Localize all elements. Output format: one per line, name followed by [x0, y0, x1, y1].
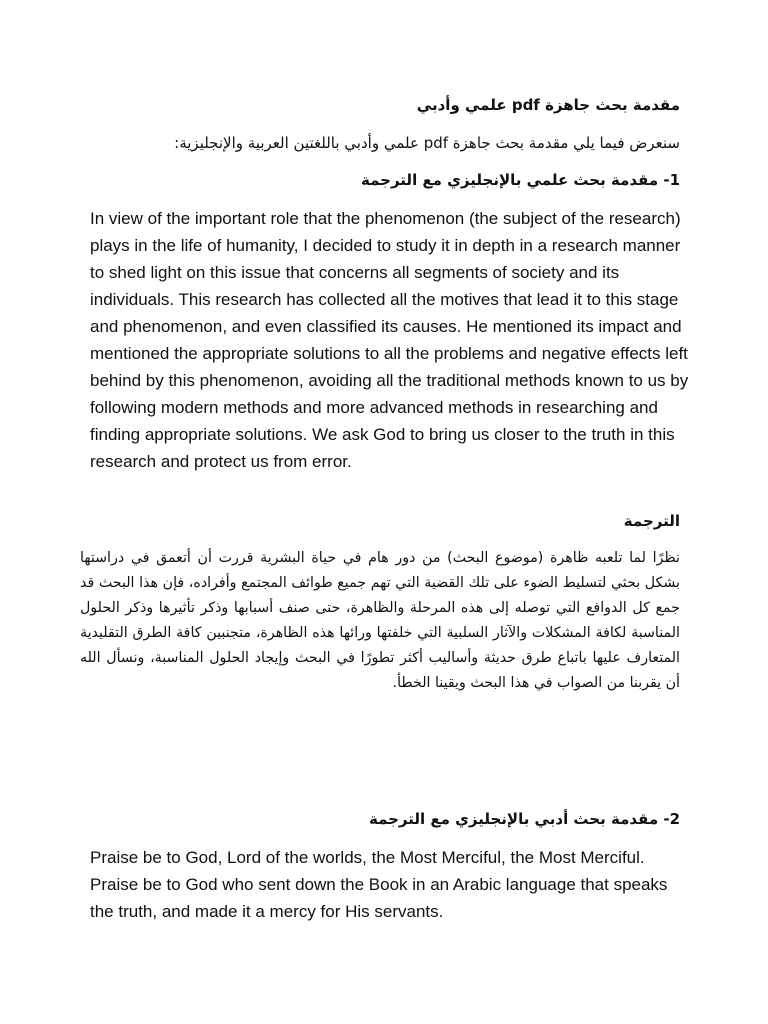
document-title: مقدمة بحث جاهزة pdf علمي وأدبي [416, 96, 680, 114]
intro-line: سنعرض فيما يلي مقدمة بحث جاهزة pdf علمي وأدبي باللغتين العربية والإنجليزية: [174, 134, 680, 152]
section2-heading: 2- مقدمة بحث أدبي بالإنجليزي مع الترجمة [368, 810, 680, 828]
translation-label: الترجمة [623, 512, 680, 530]
section1-arabic-paragraph: نظرًا لما تلعبه ظاهرة (موضوع البحث) من دور هام في حياة البشرية قررت أن أتعمق في دراستها بشكل بحثي لتسليط الضوء على تلك القضية التي تهم جميع طوائف المجتمع وأفراده، فإن هذا البحث قد جمع كل الدوافع التي توصله إلى هذه المرحلة والظاهرة، حتى صنف أسبابها وذكر تأثيرها وذكر الحلول المناسبة لكافة المشكلات والآثار السلبية التي خلفتها ورائها هذه الظاهرة، متجنبين كافة الطرق التقليدية المتعارف عليها باتباع طرق حديثة وأساليب أكثر تطورًا في البحث وإيجاد الحلول المناسبة، ونسأل الله أن يقربنا من الصواب في هذا البحث ويقينا الخطأ. [80, 550, 680, 691]
section1-english-paragraph: In view of the important role that the phenomenon (the subject of the research) plays in the life of humanity, I decided to study it in depth in a research manner to shed light on this issue that concerns all segments of society and its individuals. This research has collected all the motives that lead it to this stage and phenomenon, and even classified its causes. He mentioned its impact and mentioned the appropriate solutions to all the problems and negative effects left behind by this phenomenon, avoiding all the traditional methods known to us by following modern methods and more advanced methods in researching and finding appropriate solutions. We ask God to bring us closer to the truth in this research and protect us from error. [90, 209, 689, 471]
section1-heading: 1- مقدمة بحث علمي بالإنجليزي مع الترجمة [361, 171, 680, 189]
section2-english-paragraph: Praise be to God, Lord of the worlds, the Most Merciful, the Most Merciful. Praise be to God who sent down the Book in an Arabic language that speaks the truth, and made it a mercy for His servants. [90, 848, 668, 921]
